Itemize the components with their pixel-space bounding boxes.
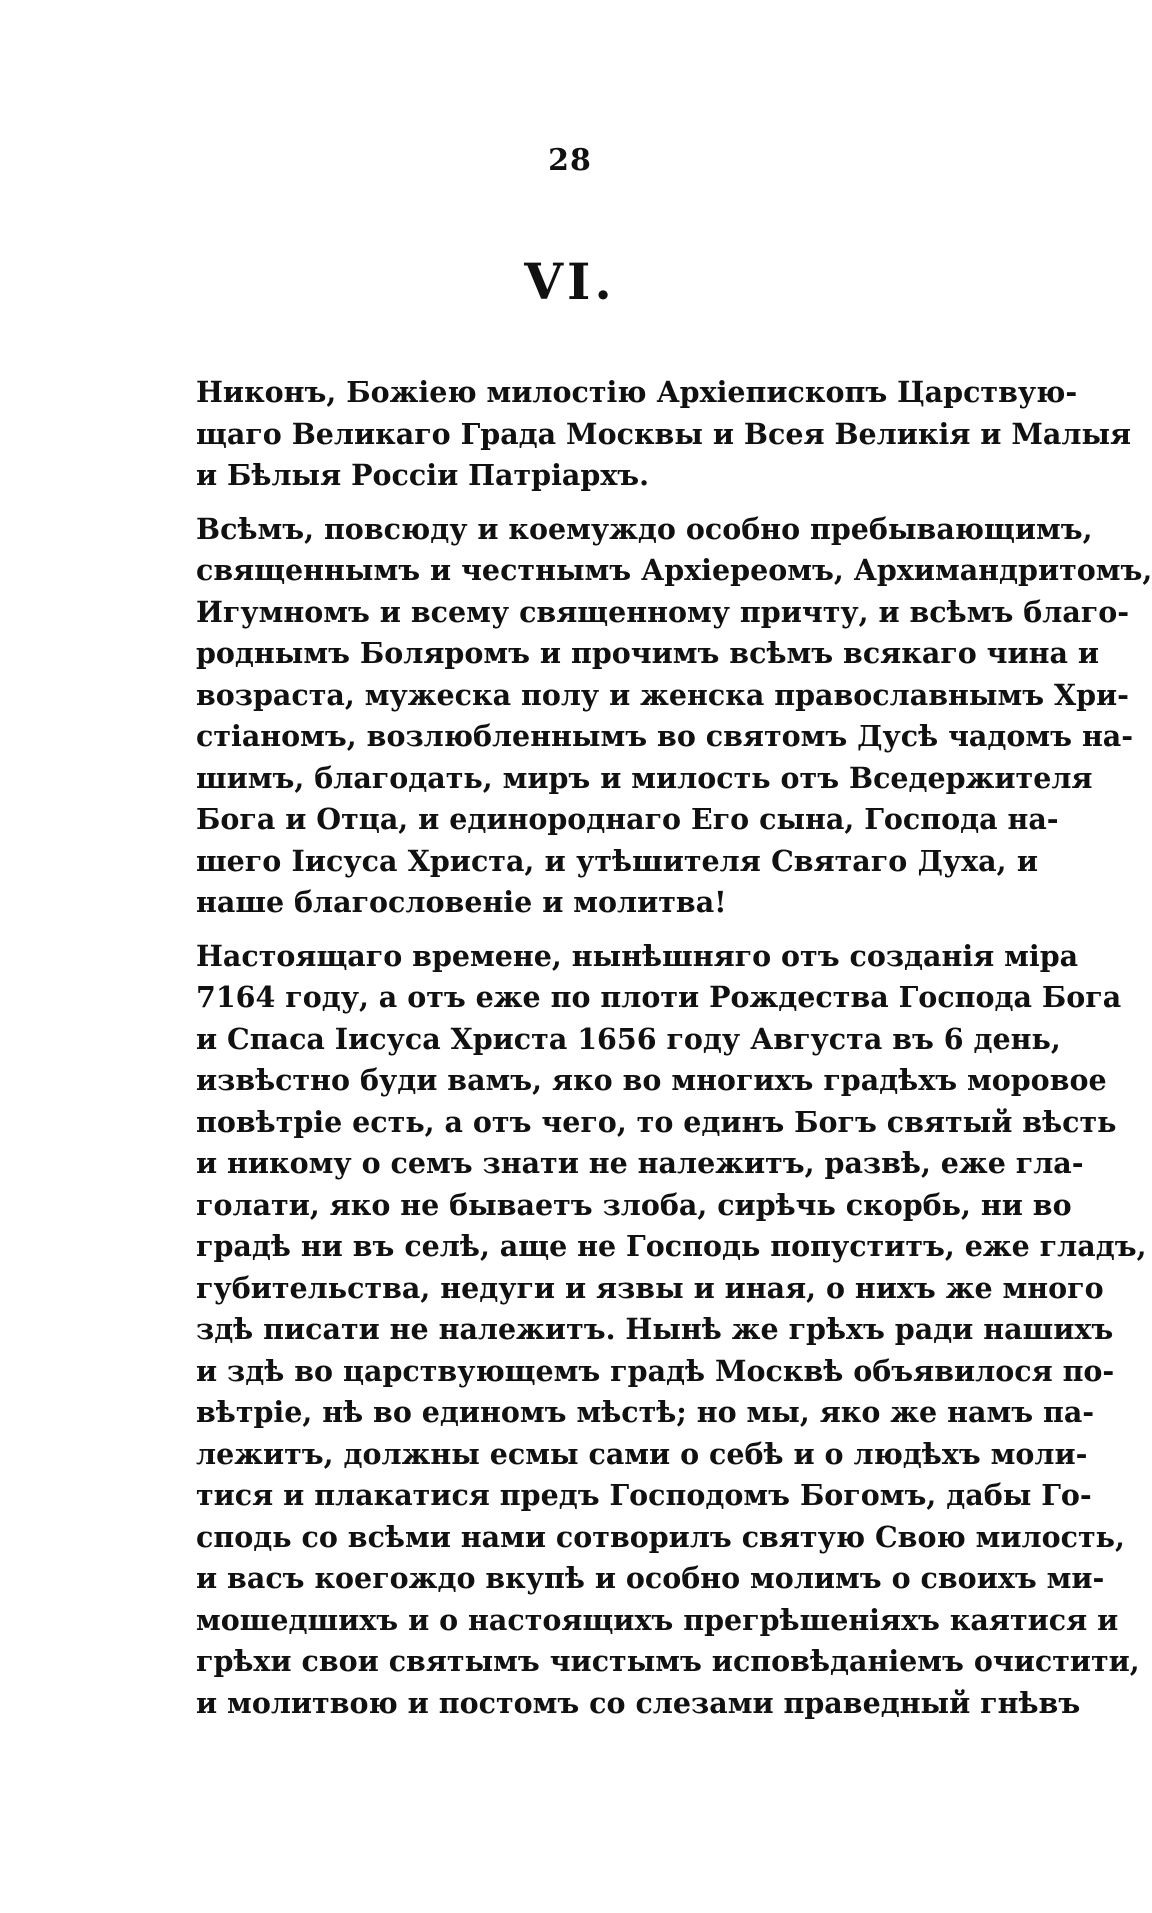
text-line: мошедшихъ и о настоящихъ прегрѣшеніяхъ каятися и: [196, 1602, 1119, 1637]
paragraph-gap: [196, 924, 1038, 936]
text-line: голати, яко не бываетъ злоба, сирѣчь скорбь, ни во: [196, 1187, 1072, 1222]
paragraph-gap: [196, 497, 1038, 509]
text-line: священнымъ и честнымъ Архіереомъ, Архимандритомъ,: [196, 553, 1152, 587]
text-line: грѣхи свои святымъ чистымъ исповѣданіемъ очистити,: [196, 1644, 1140, 1678]
page-number: 28: [548, 143, 592, 178]
text-line: Никонъ, Божіею милостію Архіепископъ Царствую-: [196, 375, 1078, 409]
body-text: [196, 372, 1152, 1724]
text-line: 7164 году, а отъ еже по плоти Рождества Господа Бога: [196, 980, 1122, 1014]
text-line: и Бѣлыя Россіи Патріархъ.: [196, 458, 650, 492]
paragraph-salutation: [196, 509, 1152, 924]
text-line: шего Іисуса Христа, и утѣшителя Святаго Духа, и: [196, 843, 1038, 878]
text-line: и Спаса Іисуса Христа 1656 году Августа въ 6 день,: [196, 1021, 1061, 1056]
text-line: Всѣмъ, повсюду и коемуждо особно пребывающимъ,: [196, 511, 1093, 546]
text-line: роднымъ Боляромъ и прочимъ всѣмъ всякаго чина и: [196, 636, 1100, 670]
text-line: Настоящаго времене, нынѣшняго отъ созданія міра: [196, 938, 1079, 973]
text-line: извѣстно буди вамъ, яко во многихъ градѣхъ моровое: [196, 1063, 1107, 1097]
chapter-title: VI.: [524, 252, 616, 311]
text-line: вѣтріе, нѣ во единомъ мѣстѣ; но мы, яко же намъ па-: [196, 1395, 1095, 1429]
paragraph-intitulation: [196, 372, 1132, 497]
text-line: и молитвою и постомъ со слезами праведный гнѣвъ: [196, 1685, 1081, 1720]
text-line: Бога и Отца, и единороднаго Его сына, Господа на-: [196, 802, 1059, 836]
text-line: губительства, недуги и язвы и иная, о нихъ же много: [196, 1270, 1104, 1305]
text-line: здѣ писати не належитъ. Нынѣ же грѣхъ ради нашихъ: [196, 1312, 1114, 1346]
text-line: и здѣ во царствующемъ градѣ Москвѣ объявилося по-: [196, 1353, 1115, 1388]
text-line: Игумномъ и всему священному причту, и всѣмъ благо-: [196, 594, 1130, 629]
text-line: сподь со всѣми нами сотворилъ святую Свою милость,: [196, 1519, 1125, 1554]
text-line: и васъ коегождо вкупѣ и особно молимъ о своихъ ми-: [196, 1561, 1105, 1595]
text-line: возраста, мужеска полу и женска православнымъ Хри-: [196, 677, 1129, 712]
paragraph-main: [196, 936, 1147, 1725]
text-line: щаго Великаго Града Москвы и Всея Великія и Малыя: [196, 416, 1132, 451]
text-line: тися и плакатися предъ Господомъ Богомъ, дабы Го-: [196, 1478, 1092, 1512]
text-line: и никому о семъ знати не належитъ, развѣ, еже гла-: [196, 1146, 1084, 1180]
text-line: стіаномъ, возлюбленнымъ во святомъ Дусѣ чадомъ на-: [196, 719, 1134, 753]
text-line: наше благословеніе и молитва!: [196, 885, 727, 919]
text-line: градѣ ни въ селѣ, аще не Господь попуститъ, еже гладъ,: [196, 1229, 1147, 1263]
text-line: лежитъ, должны есмы сами о себѣ и о людѣхъ моли-: [196, 1436, 1088, 1471]
text-line: повѣтріе есть, а отъ чего, то единъ Богъ святый вѣсть: [196, 1104, 1117, 1139]
text-line: шимъ, благодать, миръ и милость отъ Вседержителя: [196, 760, 1093, 795]
